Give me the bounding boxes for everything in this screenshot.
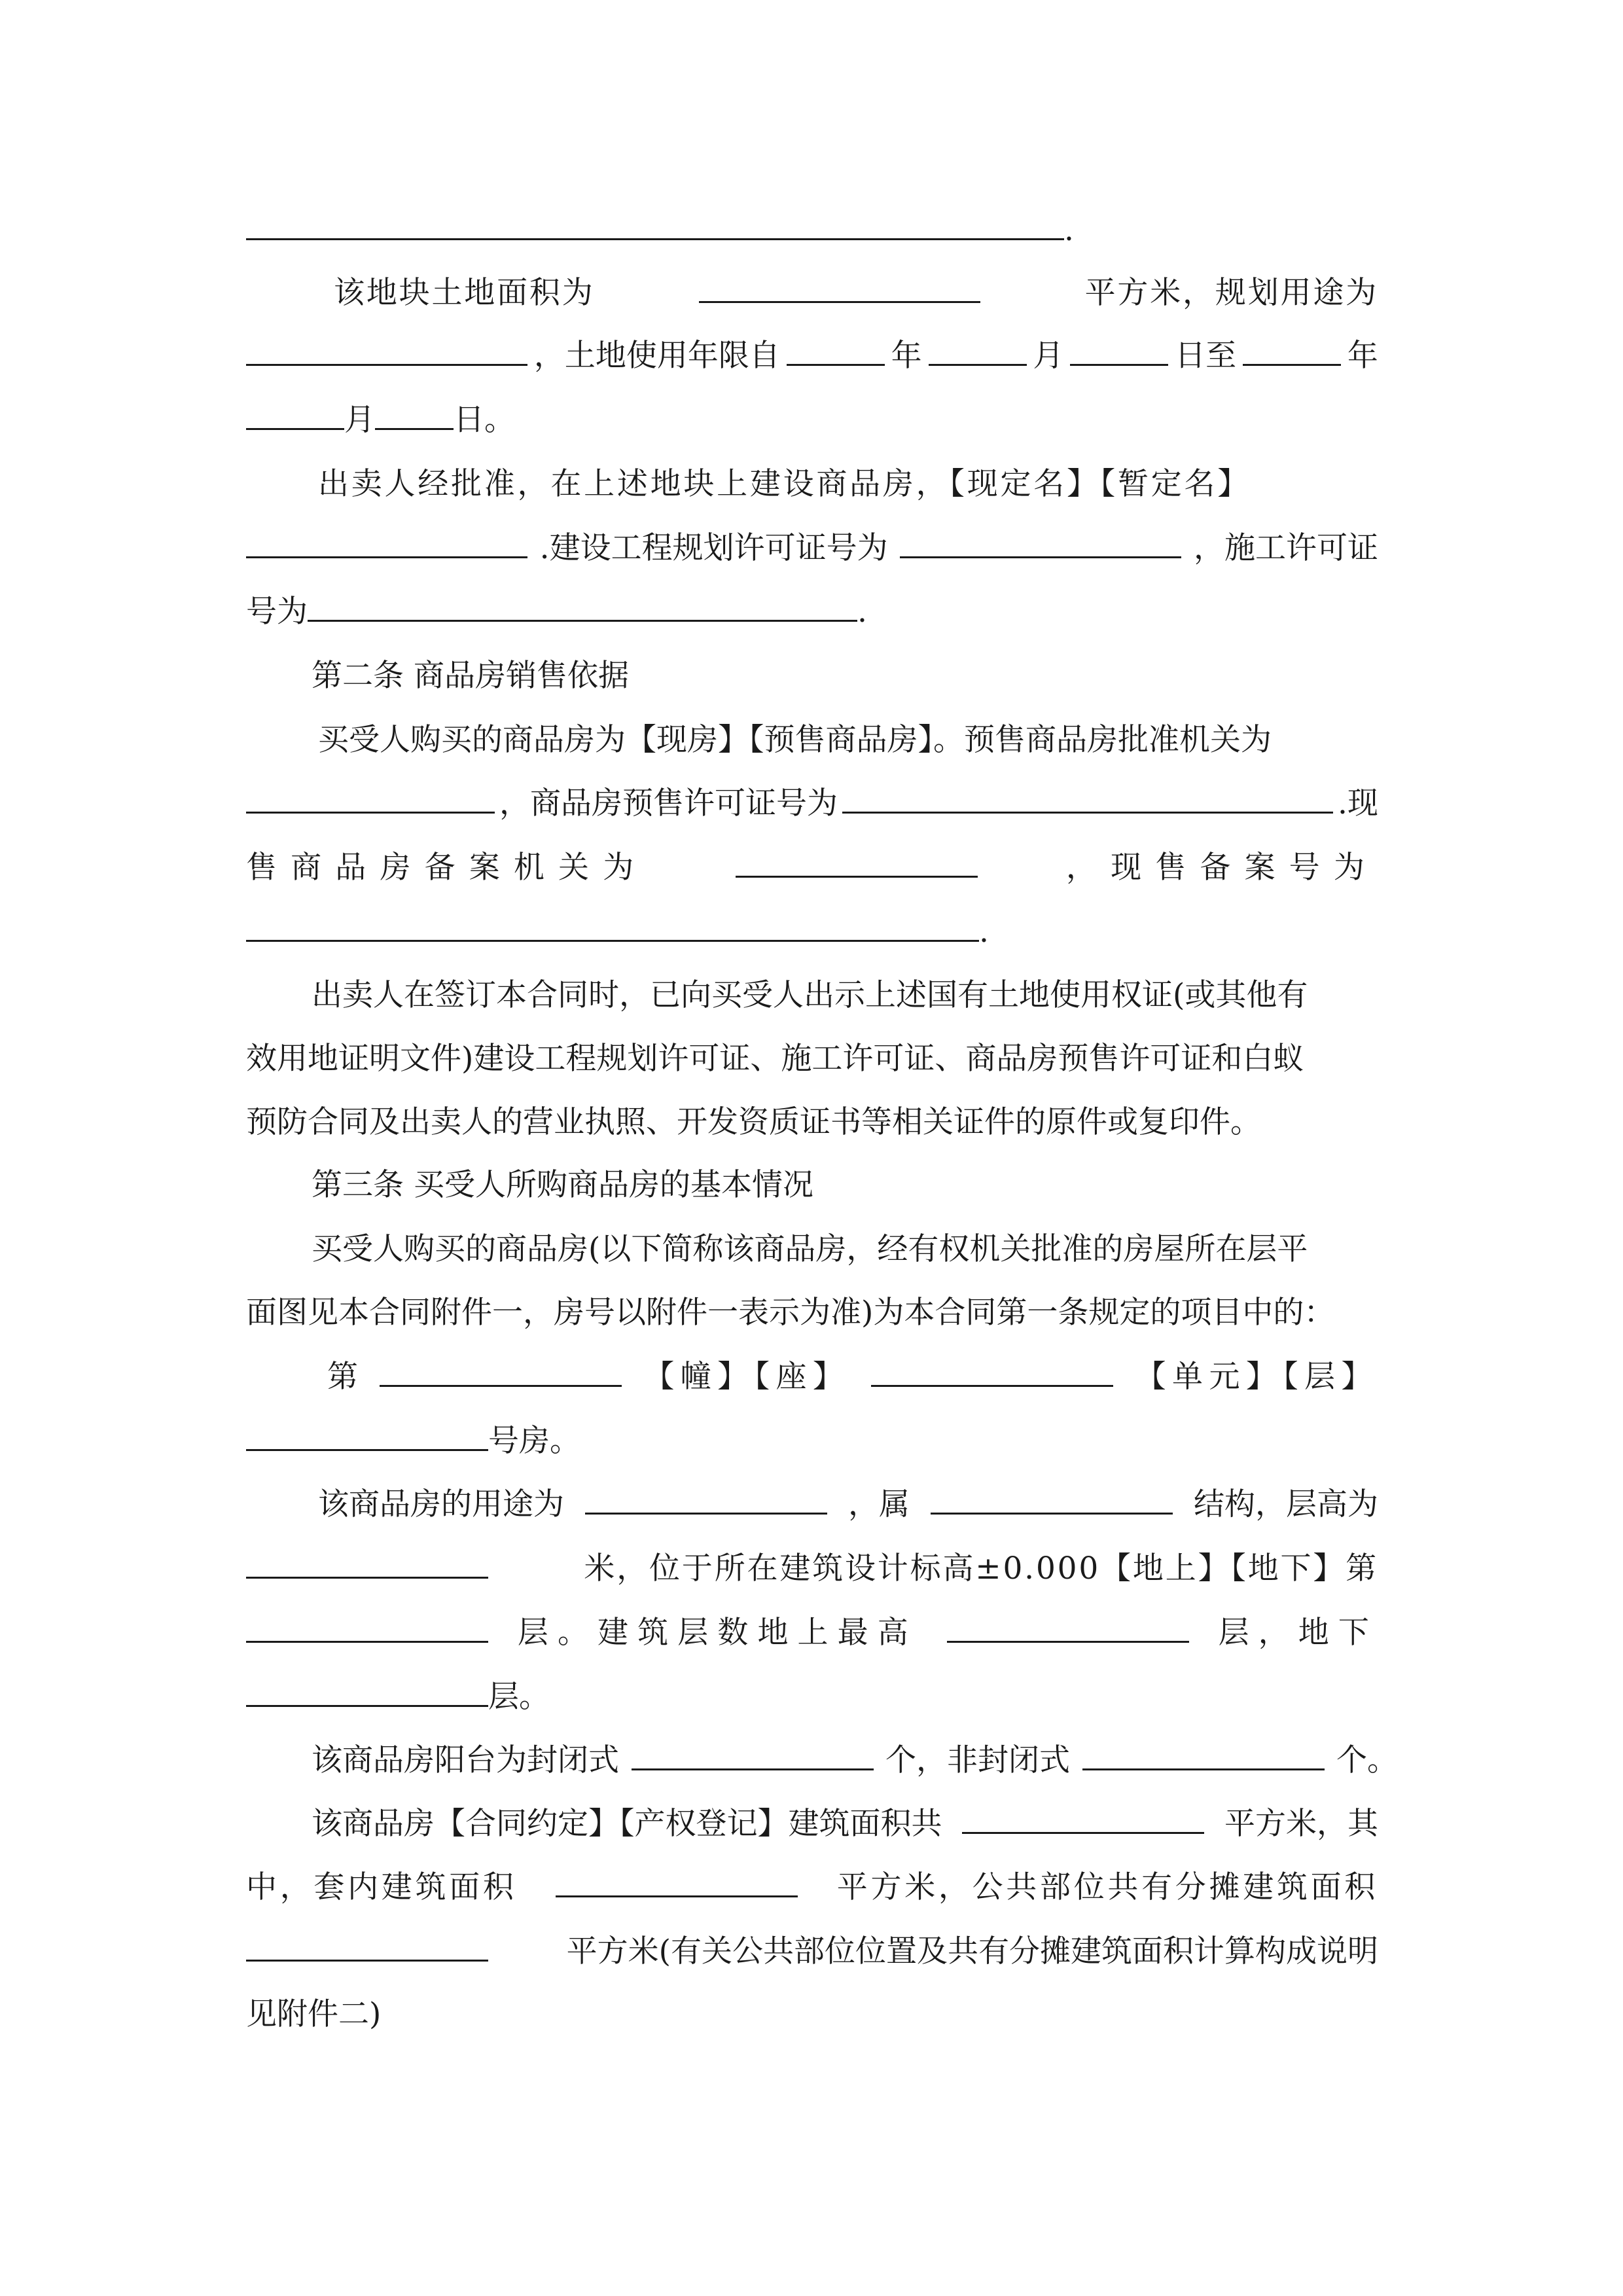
- line-17: [312, 1217, 1378, 1282]
- blank-filing-authority: [736, 835, 978, 878]
- line-23: [246, 1600, 1378, 1666]
- day-to-label: 日至: [1175, 338, 1237, 374]
- usage-label: 该商品房的用途为: [318, 1486, 564, 1522]
- line-7: [246, 579, 1378, 645]
- article-3-title: [312, 1153, 1378, 1218]
- blank-end-year: [1243, 323, 1341, 366]
- line-3: [246, 323, 1378, 389]
- blank-project-name: [246, 516, 527, 558]
- construction-permit-label: ，施工许可证: [1193, 530, 1378, 566]
- line-12-end: .: [979, 914, 989, 950]
- line-7-end: .: [857, 594, 867, 630]
- blank-building-no: [380, 1344, 622, 1387]
- room-label: 号房。: [488, 1423, 580, 1459]
- month-label: 月: [1033, 338, 1064, 374]
- sqm-label: 平方米，其: [1224, 1806, 1378, 1842]
- line-4: [246, 387, 1378, 453]
- blank-filing-number: [246, 899, 979, 942]
- line-21: [318, 1472, 1378, 1537]
- blank-closed-balcony: [632, 1728, 874, 1770]
- blank-usage: [585, 1472, 827, 1515]
- line-27: [246, 1855, 1378, 1920]
- blank-structure: [931, 1472, 1173, 1515]
- filing-authority-label: 售商品房备案机关为: [246, 850, 648, 886]
- max-floors-label: 层。建筑层数地上最高: [517, 1615, 918, 1651]
- blank-end-day: [375, 387, 454, 430]
- presale-permit-label: ，商品房预售许可证号为: [499, 785, 838, 821]
- blank-inner-area: [556, 1855, 798, 1897]
- blank-presale-authority: [246, 771, 495, 814]
- line-20: [246, 1408, 1378, 1474]
- closed-balcony-label: 该商品房阳台为封闭式: [312, 1742, 619, 1778]
- line-11: [246, 835, 1378, 901]
- day-label: 日。: [454, 402, 515, 438]
- certificates-paragraph-2: 效用地证明文件)建设工程规划许可证、施工许可证、商品房预售许可证和白蚁: [246, 1041, 1304, 1077]
- sale-basis-paragraph: 买受人购买的商品房为【现房】【预售商品房】。预售商品房批准机关为: [318, 722, 1272, 758]
- number-is-label: 号为: [246, 594, 308, 630]
- year-label-2: 年: [1347, 338, 1378, 374]
- blank-floor-no: [246, 1600, 488, 1643]
- blank-project-location: [246, 198, 1064, 240]
- line-2: [334, 260, 1378, 326]
- blank-start-month: [929, 323, 1027, 366]
- planning-permit-label: .建设工程规划许可证号为: [539, 530, 888, 566]
- month-label-2: 月: [344, 402, 375, 438]
- line-24: [246, 1664, 1378, 1730]
- blank-floor-height: [246, 1536, 488, 1579]
- belongs-label: ，属: [848, 1486, 910, 1522]
- line-14: [246, 1026, 1378, 1092]
- land-area-label: 该地块土地面积为: [334, 275, 595, 311]
- house-info-paragraph-1: 买受人购买的商品房(以下简称该商品房，经有权机关批准的房屋所在层平: [312, 1231, 1308, 1267]
- floor-height-label: 结构，层高为: [1194, 1486, 1378, 1522]
- line-18: [246, 1280, 1378, 1346]
- attachment-2-note: 见附件二): [246, 1996, 382, 2032]
- blank-unit-no: [871, 1344, 1113, 1387]
- line-19: [327, 1344, 1378, 1410]
- line-6: [246, 516, 1378, 581]
- line-10-end: .现: [1338, 785, 1378, 821]
- shared-area-label: 平方米，公共部位共有分摊建筑面积: [836, 1869, 1378, 1905]
- article-2-title-text: 第二条 商品房销售依据: [312, 658, 629, 694]
- elevation-label: 米，位于所在建筑设计标高±0.000【地上】【地下】第: [584, 1551, 1378, 1587]
- filing-number-label: ，现售备案号为: [1065, 850, 1378, 886]
- certificates-paragraph-3: 预防合同及出卖人的营业执照、开发资质证书等相关证件的原件或复印件。: [246, 1104, 1261, 1140]
- blank-presale-permit-no: [842, 771, 1333, 814]
- house-info-paragraph-2: 面图见本合同附件一，房号以附件一表示为准)为本合同第一条规定的项目中的：: [246, 1295, 1335, 1331]
- blank-floors-above: [947, 1600, 1189, 1643]
- line-13: [312, 963, 1378, 1028]
- article-2-title: [312, 643, 1378, 709]
- line-10: [246, 771, 1378, 836]
- year-label: 年: [891, 338, 922, 374]
- project-name-paragraph: 出卖人经批准，在上述地块上建设商品房，【现定名】【暂定名】: [318, 466, 1251, 502]
- building-label: 【幢】【座】: [643, 1359, 850, 1395]
- blank-start-year: [787, 323, 885, 366]
- number-prefix-label: 第: [327, 1359, 358, 1395]
- blank-shared-area: [246, 1919, 488, 1962]
- line-15: [246, 1090, 1378, 1155]
- line-28: [246, 1919, 1378, 1984]
- blank-building-area: [962, 1791, 1204, 1834]
- blank-room-no: [246, 1408, 488, 1451]
- land-term-label: ，土地使用年限自: [533, 338, 780, 374]
- unit-count-label: 个。: [1336, 1742, 1398, 1778]
- shared-area-note: 平方米(有关公共部位位置及共有分摊建筑面积计算构成说明: [566, 1933, 1378, 1969]
- blank-open-balcony: [1082, 1728, 1325, 1770]
- blank-planned-use: [246, 323, 527, 366]
- certificates-paragraph-1: 出卖人在签订本合同时，已向买受人出示上述国有土地使用权证(或其他有: [312, 977, 1308, 1013]
- floor-label: 层。: [488, 1679, 550, 1715]
- open-balcony-label: 个，非封闭式: [885, 1742, 1070, 1778]
- line-22: [246, 1536, 1378, 1602]
- inner-area-label: 中，套内建筑面积: [246, 1869, 517, 1905]
- line-9: [318, 708, 1378, 773]
- blank-floors-below: [246, 1664, 488, 1707]
- blank-start-day: [1070, 323, 1168, 366]
- blank-end-month: [246, 387, 344, 430]
- line-1: [246, 198, 1378, 263]
- line-26: [312, 1791, 1378, 1857]
- blank-construction-permit-no: [308, 579, 857, 622]
- article-3-title-text: 第三条 买受人所购商品房的基本情况: [312, 1167, 813, 1203]
- line-12: [246, 899, 1378, 965]
- blank-planning-permit-no: [900, 516, 1181, 558]
- line-1-end: .: [1064, 212, 1074, 248]
- blank-land-area: [699, 260, 980, 303]
- unit-floor-label: 【单元】【层】: [1135, 1359, 1378, 1395]
- planned-use-label: 平方米，规划用途为: [1084, 275, 1378, 311]
- underground-label: 层，地下: [1218, 1615, 1378, 1651]
- line-5: [318, 452, 1378, 517]
- line-25: [312, 1728, 1398, 1793]
- building-area-label: 该商品房【合同约定】【产权登记】建筑面积共: [312, 1806, 942, 1842]
- line-29: [246, 1982, 1378, 2047]
